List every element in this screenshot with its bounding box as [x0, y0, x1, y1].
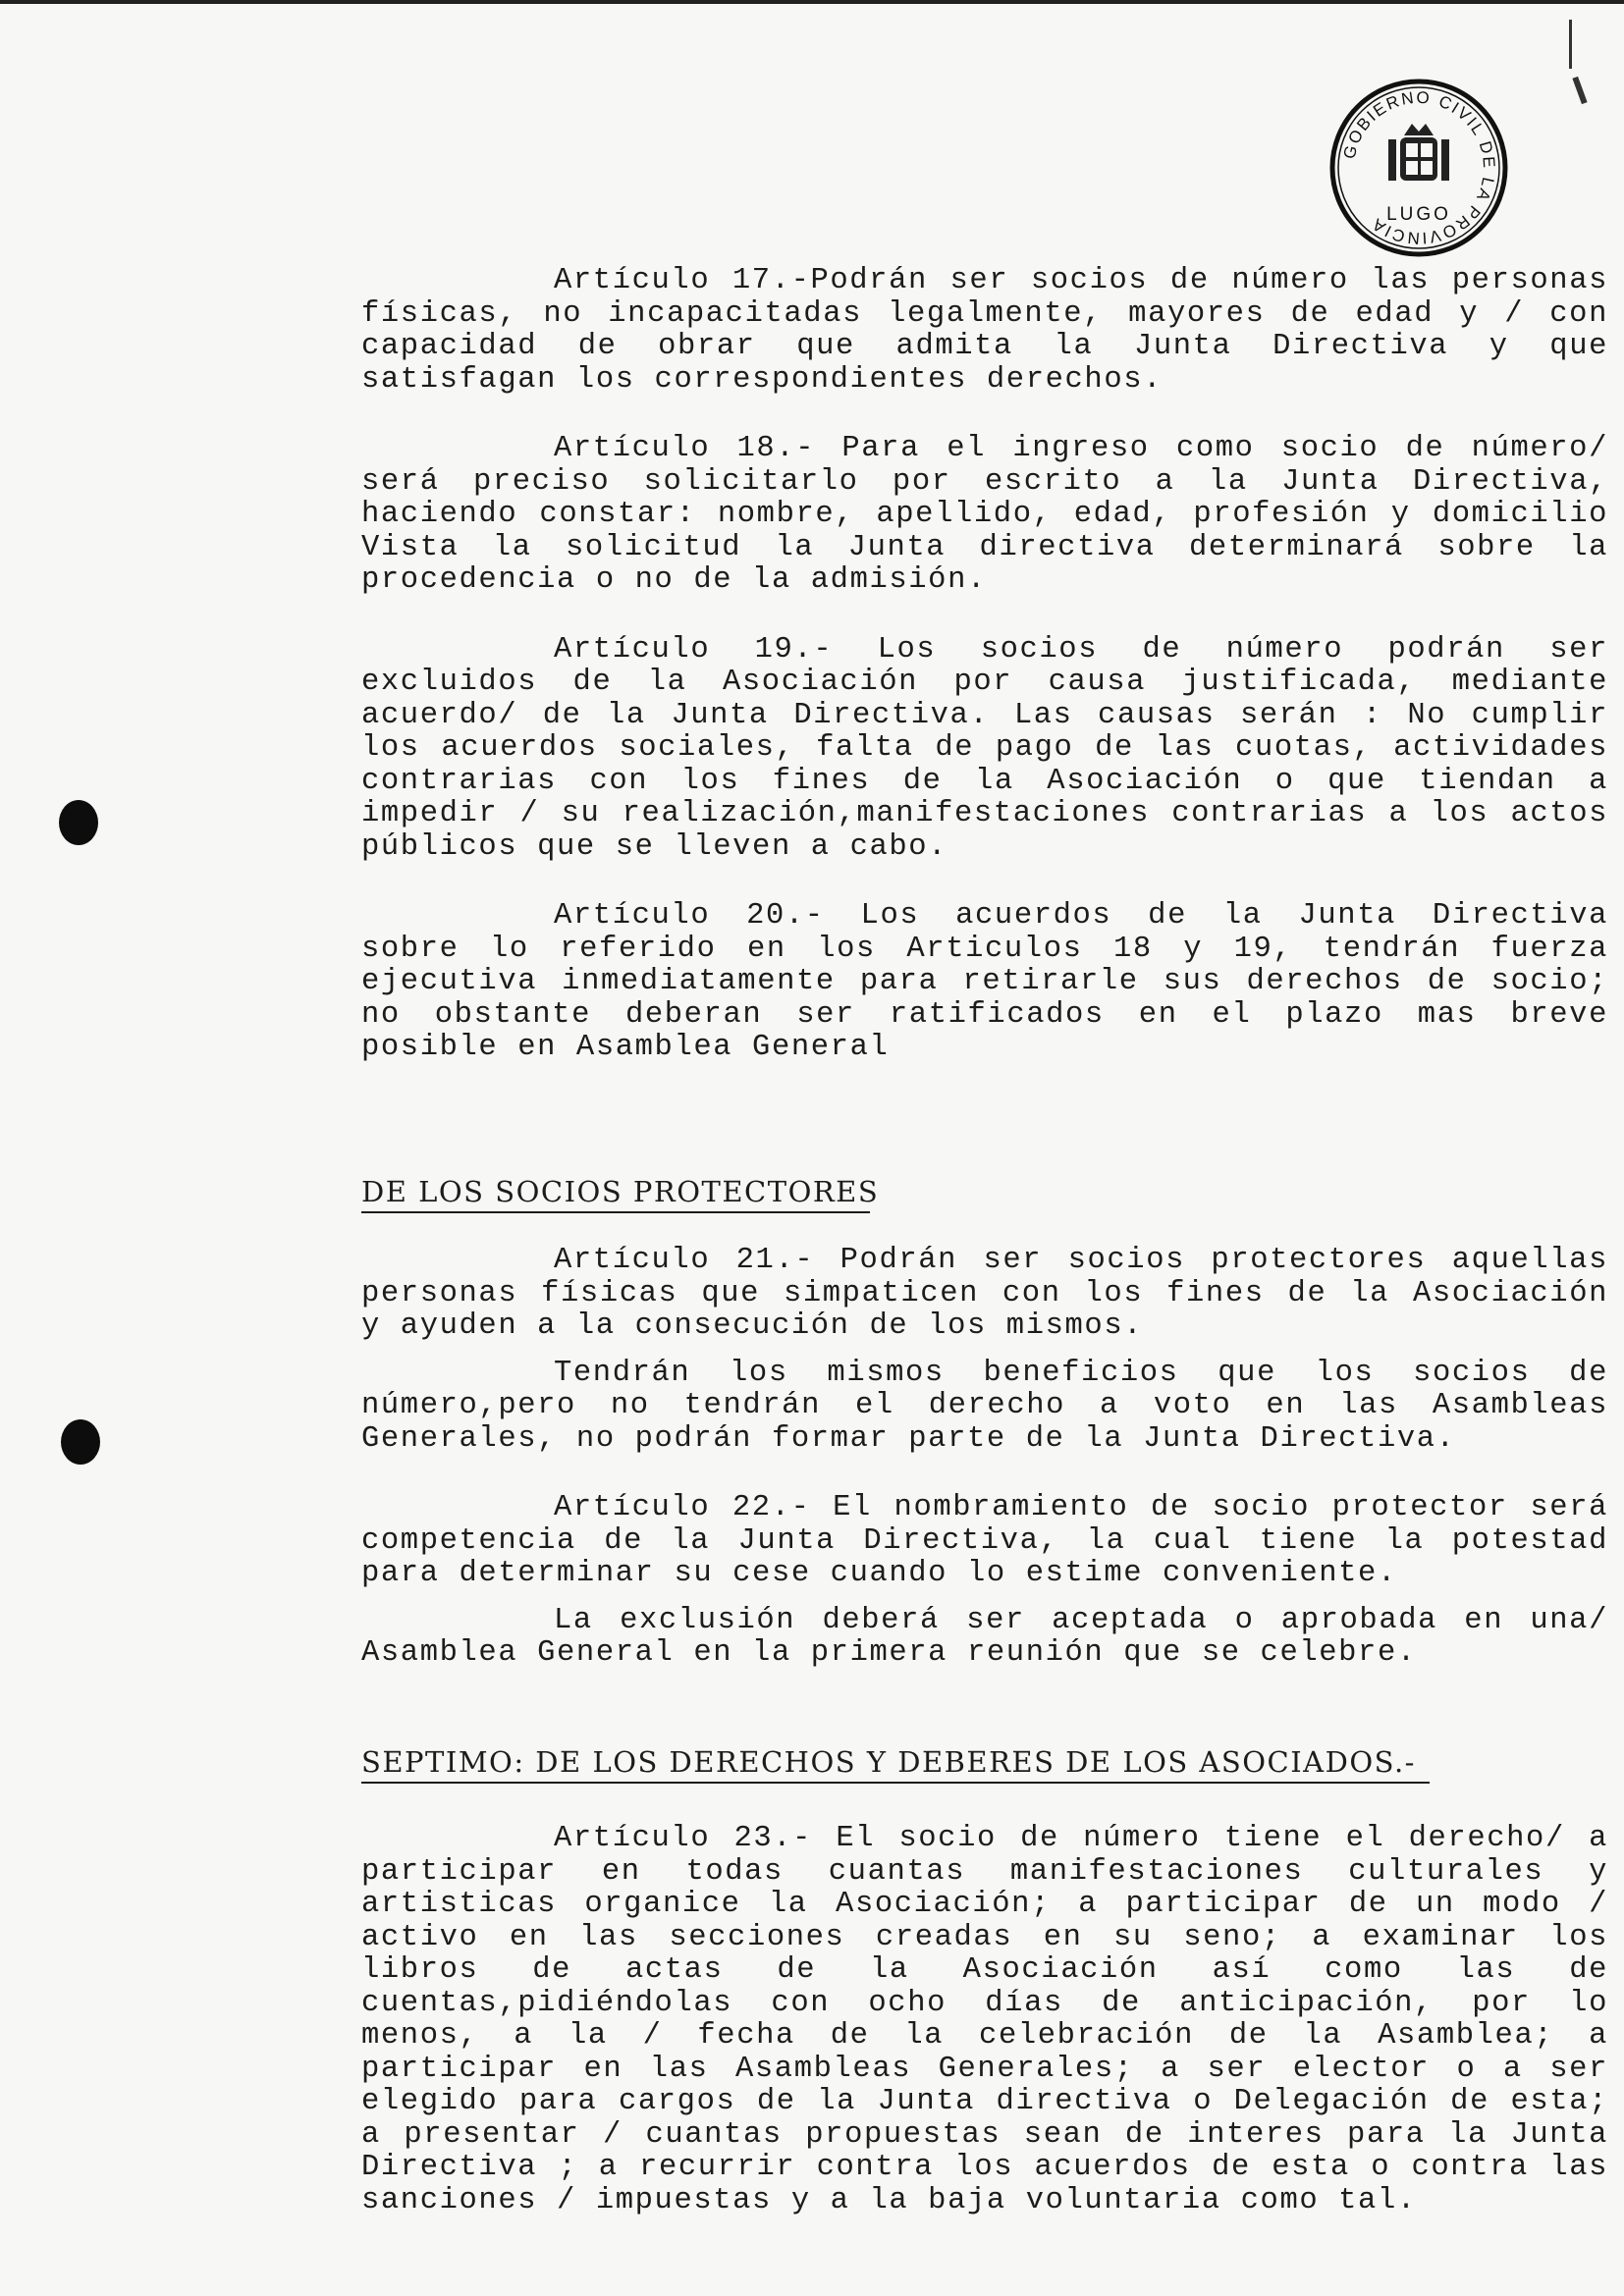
- coat-of-arms-emblem: [1388, 124, 1449, 181]
- article-17: Artículo 17.-Podrán ser socios de número las personas físicas, no incapacitadas legalmente, mayores de edad y / con capacidad de obrar que admita la Junta Directiva y que satisfagan los correspondientes derechos.: [361, 264, 1608, 397]
- stamp-ring-text: GOBIERNO CIVIL DE LA PROVINCIA: [1339, 87, 1499, 248]
- section-heading-protectores: [361, 1175, 1608, 1214]
- stamp-city: LUGO: [1386, 204, 1451, 225]
- article-21: Artículo 21.- Podrán ser socios protectores aquellas personas físicas que simpaticen con los fines de la Asociación y ayuden a la consecución de los mismos.: [361, 1244, 1608, 1343]
- section-heading-septimo: [361, 1745, 1608, 1785]
- page-top-edge: [0, 0, 1624, 4]
- article-20: Artículo 20.- Los acuerdos de la Junta Directiva sobre lo referido en los Articulos 18 y 19, tendrán fuerza ejecutiva inmediatamente para retirarle sus derechos de socio; no obstante deberan ser ratificados en el plazo mas breve posible en Asamblea General: [361, 899, 1608, 1064]
- official-stamp: [1327, 77, 1510, 259]
- heading-underline: [361, 1782, 1430, 1784]
- punch-hole: [59, 800, 98, 845]
- spacer: [361, 1671, 1608, 1745]
- stamp-graphic: [1327, 77, 1510, 259]
- punch-hole: [61, 1419, 100, 1465]
- article-22-exclusion: La exclusión deberá ser aceptada o aprobada en una/ Asamblea General en la primera reunión que se celebre.: [361, 1603, 1608, 1670]
- article-23: Artículo 23.- El socio de número tiene el derecho/ a participar en todas cuantas manifestaciones culturales y artisticas organice la Asociación; a participar de un modo / activo en las secciones creadas en su seno; a examinar los libros de actas de la Asociación así como las de cuentas,pidiéndolas con ocho días de anticipación, por lo menos, a la / fecha de la celebración de la Asamblea; a participar en las Asambleas Generales; a ser elector o a ser elegido para cargos de la Junta directiva o Delegación de esta; a presentar / cuantas propuestas sean de interes para la Junta Directiva ; a recurrir contra los acuerdos de esta o contra las sanciones / impuestas y a la baja voluntaria como tal.: [361, 1822, 1608, 2217]
- section-heading-text: DE LOS SOCIOS PROTECTORES: [361, 1174, 880, 1208]
- article-21-benefits: Tendrán los mismos beneficios que los socios de número,pero no tendrán el derecho a voto en las Asambleas Generales, no podrán formar parte de la Junta Directiva.: [361, 1356, 1608, 1456]
- article-18: Artículo 18.- Para el ingreso como socio de número/ será preciso solicitarlo por escrito a la Junta Directiva, haciendo constar: nombre, apellido, edad, profesión y domicilio Vista la solicitud la Junta directiva determinará sobre la procedencia o no de la admisión.: [361, 432, 1608, 597]
- article-19: Artículo 19.- Los socios de número podrán ser excluidos de la Asociación por causa justificada, mediante acuerdo/ de la Junta Directiva. Las causas serán : No cumplir los acuerdos sociales, falta de pago de las cuotas, actividades contrarias con los fines de la Asociación o que tiendan a impedir / su realización,manifestaciones contrarias a los actos públicos que se lleven a cabo.: [361, 632, 1608, 864]
- article-22: Artículo 22.- El nombramiento de socio protector será competencia de la Junta Directiva, la cual tiene la potestad para determinar su cese cuando lo estime conveniente.: [361, 1491, 1608, 1590]
- scan-edge-mark: [1569, 20, 1572, 69]
- heading-underline: [361, 1211, 870, 1213]
- scan-edge-mark: [1572, 77, 1587, 104]
- spacer: [361, 1065, 1608, 1175]
- section-heading-text: SEPTIMO: DE LOS DERECHOS Y DEBERES DE LOS ASOCIADOS.-: [361, 1744, 1416, 1779]
- document-body: [361, 265, 1608, 2217]
